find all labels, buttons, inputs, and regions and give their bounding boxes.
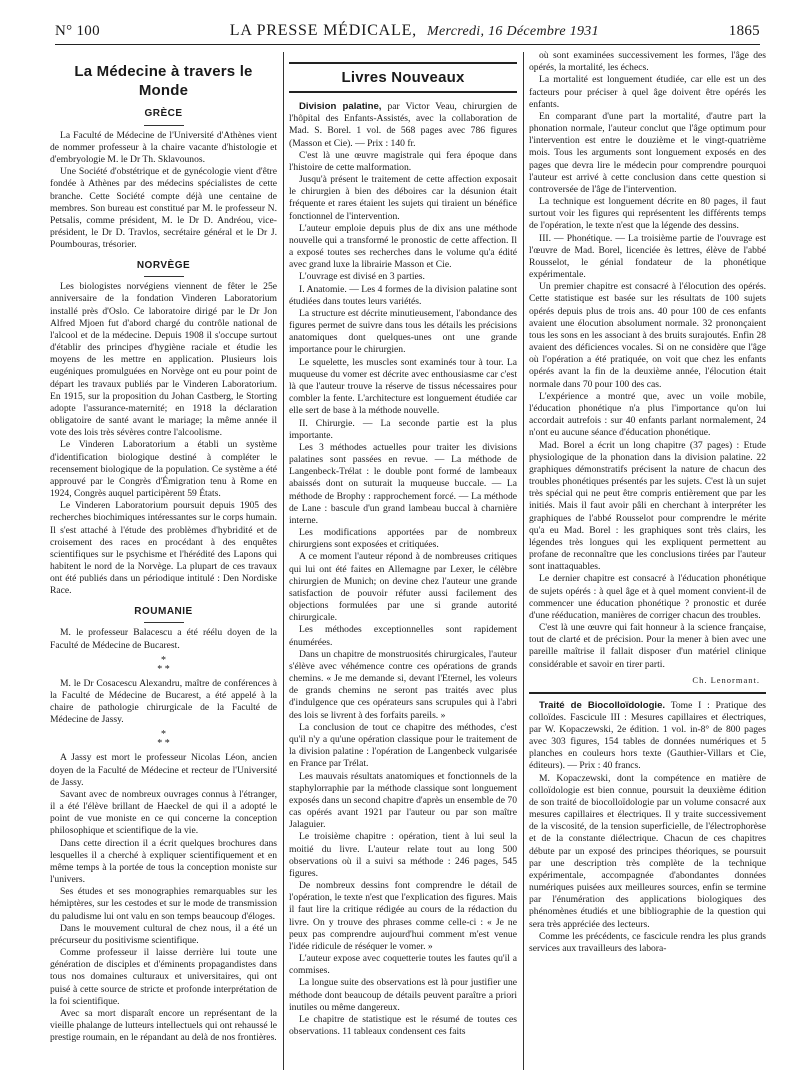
paragraph: C'est là une œuvre qui fait honneur à la science française, tout de clarté et de précision. Pour la mener à bien avec une pareille maîtrise il fallait disposer d'un matériel clinique considérable et savoir en tirer parti. bbox=[529, 622, 766, 670]
paragraph: Jusqu'à présent le traitement de cette affection exposait le chirurgien à bien des déboires car la désunion était fréquente et rares étaient les sujets qui tiraient un bénéfice fonctionnel de l'intervention. bbox=[289, 174, 517, 222]
asterism-separator: * * * bbox=[157, 729, 170, 750]
journal-title: LA PRESSE MÉDICALE, bbox=[229, 22, 417, 39]
paragraph: Mad. Borel a écrit un long chapitre (37 pages) : Etude physiologique de la phonation dans la division palatine. 22 graphiques démonstratifs précisent la nature de chacun des troubles phonétiques présentés par les sujets. C'est là un sujet très spécial qui ne peut être compris entièrement que par les initiés. Mais il faut avoir pâli en cherchant à interpréter les graphiques de l'abbé Rousselot pour comprendre le mérite qu'a eu Mad. Borel : les graphiques sont très clairs, les légendes très longues qui les expliquent permettent au profane de reconnaître que les conclusions tirées par l'auteur sont inattaquables. bbox=[529, 439, 766, 573]
paragraph: Les modifications apportées par de nombreux chirurgiens sont exposées et critiquées. bbox=[289, 527, 517, 551]
paragraph: Savant avec de nombreux ouvrages connus à l'étranger, il a été l'élève brillant de Haeckel de qui il a adopté le point de vue moniste en ce qui concerne la conception philosophique et scientifique de la vie. bbox=[50, 788, 277, 837]
paragraph: Dans le mouvement cultural de chez nous, il a été un précurseur du positivisme scientifique. bbox=[50, 922, 277, 946]
paragraph: Les méthodes exceptionnelles sont rapidement énumérées. bbox=[289, 624, 517, 648]
paragraph: Les mauvais résultats anatomiques et fonctionnels de la staphylorraphie par la méthode classique sont longuement exposés dans un second chapitre d'après un ensemble de 70 cas opérés avant 1921 par l'auteur ou par son maître Jalaguier. bbox=[289, 770, 517, 831]
paragraph: Le chapitre de statistique est le résumé de toutes ces observations. 11 tableaux condensent ces faits bbox=[289, 1013, 517, 1038]
issue-date: Mercredi, 16 Décembre 1931 bbox=[427, 24, 599, 39]
asterism-separator: * * * bbox=[157, 654, 170, 675]
section-rule bbox=[144, 622, 184, 623]
paragraph: Une Société d'obstétrique et de gynécologie vient d'être fondée à Athènes par des médecins spécialistes de cette branche. Cette Société compte déjà une centaine de membres. Son bureau est constitué par M. le professeur N. Petsalis, comme président, M. le Dr D. Andréou, vice-président, le Dr D. Travlos, secrétaire général et le Dr J. Poumbouras, trésorier. bbox=[50, 166, 277, 251]
paragraph: L'expérience a montré que, avec un voile mobile, l'éducation phonétique n'a plus l'importance qu'on lui accordait autrefois : sur 40 enfants parlant normalement, 24 n'ont eu aucune séance d'éducation phonétique. bbox=[529, 390, 766, 439]
paragraph: L'ouvrage est divisé en 3 parties. bbox=[299, 271, 425, 283]
page-number: 1865 bbox=[728, 23, 760, 39]
review-book-details: Tome I : Pratique des colloïdes. Fascicule III : Mesures capillaires et électriques, par W. Kopaczewski, 2e édition. 1 vol. in-8° de 800 pages avec 303 figures, 154 tables de données numériques et 5 planches en couleurs hors texte (Gauthier-Villars et Cie, éditeurs). — Prix : 40 francs. bbox=[529, 699, 766, 772]
issue-number: N° 100 bbox=[55, 23, 100, 39]
journal-title-line bbox=[230, 22, 599, 40]
paragraph: La structure est décrite minutieusement, l'abondance des figures permet de suivre dans tous les détails les précisions anatomiques dont quelques-unes ont une grande importance pour le chirurgien. bbox=[289, 307, 517, 356]
column-livres-nouveaux bbox=[289, 50, 517, 1076]
paragraph: Le squelette, les muscles sont examinés tour à tour. La muqueuse du vomer est décrite avec enthousiasme car c'est là que l'auteur trouve la réserve de tissus nécessaires pour combler la fente. L'architecture est longuement étudiée car elle sert de base à la méthode nouvelle. bbox=[289, 356, 517, 417]
paragraph: Le dernier chapitre est consacré à l'éducation phonétique de sujets opérés : à quel âge et à quel moment convient-il de commencer une éducation phonétique ? pronostic et durée d'une rééducation, manières de corriger chacun des troubles. bbox=[529, 573, 766, 621]
paragraph: Le troisième chapitre : opération, tient à lui seul la moitié du livre. L'auteur relate tout au long 500 observations où il a suivi sa méthode : 246 pages, 545 figures. bbox=[289, 831, 517, 879]
paragraph: Comme professeur il laisse derrière lui toute une génération de disciples et d'éminents propagandistes dans tous nos domaines culturaux et universitaires, qui ont puisé à cette source de stricte et profonde interprétation de la foi scientifique. bbox=[50, 947, 277, 1007]
review-book-title: Division palatine, bbox=[299, 101, 382, 113]
paragraph: Un premier chapitre est consacré à l'élocution des opérés. Cette statistique est basée sur les résultats de 100 sujets opérés depuis plus de trois ans. 40 pour 100 de ces enfants avaient une élocution absolument normale. 32 prononçaient tous les sons en les associant à des bruits surajoutés. Enfin 28 avaient des déficiences vocales. Si on ne considère que l'âge où l'opération a été pratiquée, on voit que chez les enfants opérés avant la fin de la deuxième année, l'élocution était normale dans 70 pour 100 des cas. bbox=[529, 281, 766, 390]
paragraph: où sont examinées successivement les formes, l'âge des opérés, la mortalité, les échecs. bbox=[529, 50, 766, 74]
column-rule-2 bbox=[523, 52, 524, 1070]
review-lead bbox=[529, 700, 766, 773]
paragraph: De nombreux dessins font comprendre le détail de l'opération, le texte n'est que l'explication des figures. Mais il faut lire la critique rédigée au cours de la rédaction du livre. On y trouve des phrases comme celle-ci : « Je ne peux pas comprendre aujourd'hui comment m'est venue l'idée ridicule de réséquer le vomer. » bbox=[289, 880, 517, 952]
paragraph: L'auteur emploie depuis plus de dix ans une méthode nouvelle qui a transformé le pronostic de cette affection. Il a exposé toutes ses recherches dans le volume qu'a édité avec grand luxe la librairie Masson et Cie. bbox=[289, 222, 517, 271]
paragraph: C'est là une œuvre magistrale qui fera époque dans l'histoire de cette malformation. bbox=[289, 149, 517, 173]
review-signature: Ch. Lenormant. bbox=[692, 674, 760, 685]
section-heading-grece: GRÈCE bbox=[144, 108, 183, 120]
paragraph: La conclusion de tout ce chapitre des méthodes, c'est qu'il n'y a qu'une opération classique pour le traitement de la division palatine : l'opération de Langenbeck vulgarisée en France par Trélat. bbox=[289, 721, 517, 770]
review-book-details: par Victor Veau, chirurgien de l'hôpital des Enfants-Assistés, avec la collaboration de Mad. S. Borel. 1 vol. de 568 pages avec 786 figures (Masson et Cie). — Prix : 140 fr. bbox=[289, 101, 517, 149]
column-livres-suite bbox=[529, 50, 766, 1076]
paragraph: Les 3 méthodes actuelles pour traiter les divisions palatines sont passées en revue. — La méthode de Langenbeck-Trélat : le double pont formé de lambeaux abaissés dont on suturait la muqueuse buccale. — La méthode de Brophy : rapprochement forcé. — La méthode de Lane : bascule d'un grand lambeau buccal à charnière interne. bbox=[289, 441, 517, 526]
review-book-title: Traité de Biocolloïdologie. bbox=[539, 699, 666, 711]
paragraph: Le Vinderen Laboratorium a établi un système d'identification biologique destiné à compléter le recensement biologique de la population. Ce système a été approuvé par le Congrès d'Émigration tenu à Rome en 1924, Congrès auquel participèrent 59 États. bbox=[50, 439, 277, 500]
paragraph: Dans un chapitre de monstruosités chirurgicales, l'auteur s'élève avec véhémence contre ces opérations de grands chemins. « Je me demande si, devant l'Eternel, les voleurs de grands chemins ne seront pas traités avec plus d'indulgence que ces opérateurs sans scrupules qui à l'abri des lois se livrent à des forfaits pareils. » bbox=[289, 648, 517, 721]
section-heading-roumanie: ROUMANIE bbox=[134, 605, 193, 617]
section-rule bbox=[144, 276, 184, 277]
paragraph: La technique est longuement décrite en 80 pages, il faut surtout voir les figures qui représentent les différents temps de l'opération, le texte n'est que la légende des dessins. bbox=[529, 196, 766, 232]
column-title: La Médecine à travers le Monde bbox=[74, 63, 253, 100]
paragraph: M. Kopaczewski, dont la compétence en matière de colloïdologie est bien connue, poursuit la deuxième édition de son traité de biocolloïdologie par un volume consacré aux mesures capillaires et électriques. Il y traite successivement de la viscosité, de la tension superficielle, de l'électrophorèse et de la constante diélectrique. Chacun de ces chapitres débute par un exposé des principes théoriques, se poursuit par une description très complète de la technique expérimentale, accompagnée d'abondantes données numériques puisées aux meilleures sources, enfin se termine par l'énumération des applications biologiques des phénomènes étudiés et une bibliographie de la question qui sera très appréciée des lecteurs. bbox=[529, 772, 766, 930]
paragraph: A ce moment l'auteur répond à de nombreuses critiques qui lui ont été faites en Allemagne par Lexer, le célèbre chirurgien de Munich; on devine chez l'auteur une grande satisfaction de pouvoir réfuter aussi facilement des objections formulées par une si grande autorité chirurgicale. bbox=[289, 551, 517, 624]
paragraph: II. Chirurgie. — La seconde partie est la plus importante. bbox=[289, 417, 517, 441]
column-rule-1 bbox=[283, 52, 284, 1070]
paragraph: Dans cette direction il a écrit quelques brochures dans lesquelles il a cherché à expliquer scientifiquement et en même temps à la portée de tous la conception moniste sur l'univers. bbox=[50, 837, 277, 886]
paragraph: La Faculté de Médecine de l'Université d'Athènes vient de nommer professeur à la chaire vacante d'histologie et d'embryologie M. le Dr Th. Sklavounos. bbox=[50, 129, 277, 166]
page-header bbox=[55, 10, 760, 40]
section-rule bbox=[144, 125, 184, 126]
header-rule bbox=[55, 44, 760, 45]
paragraph: Avec sa mort disparaît encore un représentant de la vieille phalange de lutteurs intellectuels qui ont rehaussé le prestige roumain, en le répandant au delà de nos frontières. bbox=[50, 1007, 277, 1044]
paragraph: M. le Dr Cosacescu Alexandru, maître de conférences à la Faculté de Médecine de Bucarest, a été appelé à la chaire de pathologie chirurgicale de la Faculté de Médecine de Jassy. bbox=[50, 677, 277, 726]
column-medecine-monde bbox=[50, 50, 277, 1076]
paragraph: La longue suite des observations est là pour justifier une méthode dont beaucoup de détails peuvent paraître a priori inutiles ou même dangereux. bbox=[289, 977, 517, 1013]
review-lead bbox=[289, 101, 517, 150]
paragraph: La mortalité est longuement étudiée, car elle est un des facteurs pour préciser à quel âge doivent être opérés les enfants. bbox=[529, 74, 766, 110]
paragraph: A Jassy est mort le professeur Nicolas Léon, ancien doyen de la Faculté de Médecine et recteur de l'Université de Jassy. bbox=[50, 752, 277, 788]
section-heading-norvege: NORVÈGE bbox=[136, 259, 191, 271]
paragraph: Les biologistes norvégiens viennent de fêter le 25e anniversaire de la fondation Vinderen Laboratorium installé près d'Oslo. Ce laboratoire dirigé par le Dr Jon Alfred Mjoen fut d'abord chargé du contrôle national de l'alcool et de la médecine. Depuis 1908 il s'occupe surtout d'établir des principes d'hygiène raciale et étudie les moyens de les mettre en application. Plusieurs lois eugéniques promulguées en Norvège ont eu pour point de départ les travaux publiés par le Vinderen Laboratorium. En 1915, sur la proposition du Johan Castberg, le Storting adopte l'assurance-maternité; en 1918 la déclaration obligatoire de santé avant le mariage; la même année il vote des lois très sévères contre l'alcoolisme. bbox=[50, 281, 277, 439]
column-title: Livres Nouveaux bbox=[289, 62, 517, 93]
review-divider bbox=[529, 692, 766, 694]
paragraph: Comme les précédents, ce fascicule rendra les plus grands services aux travailleurs des labora- bbox=[529, 930, 766, 954]
paragraph: Le Vinderen Laboratorium poursuit depuis 1905 des recherches biochimiques intéressantes sur le corps humain. Il s'est attaché à l'étude des problèmes d'hybridité et de croisement des races en procédant à des enquêtes scientifiques sur le psychisme et l'hérédité des Lapons qui habitent le nord de la Norvège. La plupart de ces travaux ont été publiés dans un périodique intitulé : Den Nordiske Race. bbox=[50, 500, 277, 597]
paragraph: En comparant d'une part la mortalité, d'autre part la phonation normale, l'auteur conclut que l'âge optimum pour l'intervention est entre le douzième et le vingt-quatrième mois. Tous les arguments sont longuement exposés en des pages que devra lire le médecin pour comprendre pourquoi l'auteur est arrivé à cette conclusion dans cette question si controversée de l'âge de l'intervention. bbox=[529, 110, 766, 195]
paragraph: III. — Phonétique. — La troisième partie de l'ouvrage est l'œuvre de Mad. Borel, licenciée ès lettres, élève de l'abbé Rousselot, le génial fondateur de la phonétique expérimentale. bbox=[529, 232, 766, 281]
paragraph: Ses études et ses monographies remarquables sur les hémiptères, sur les cestodes et sur le mode de transmission du paludisme lui ont valu en son temps beaucoup d'éloges. bbox=[50, 886, 277, 922]
paragraph: I. Anatomie. — Les 4 formes de la division palatine sont étudiées dans toutes leurs variétés. bbox=[289, 283, 517, 307]
paragraph: L'auteur expose avec coquetterie toutes les fautes qu'il a commises. bbox=[289, 953, 517, 977]
paragraph: M. le professeur Balacescu a été réélu doyen de la Faculté de Médecine de Bucarest. bbox=[50, 627, 277, 651]
